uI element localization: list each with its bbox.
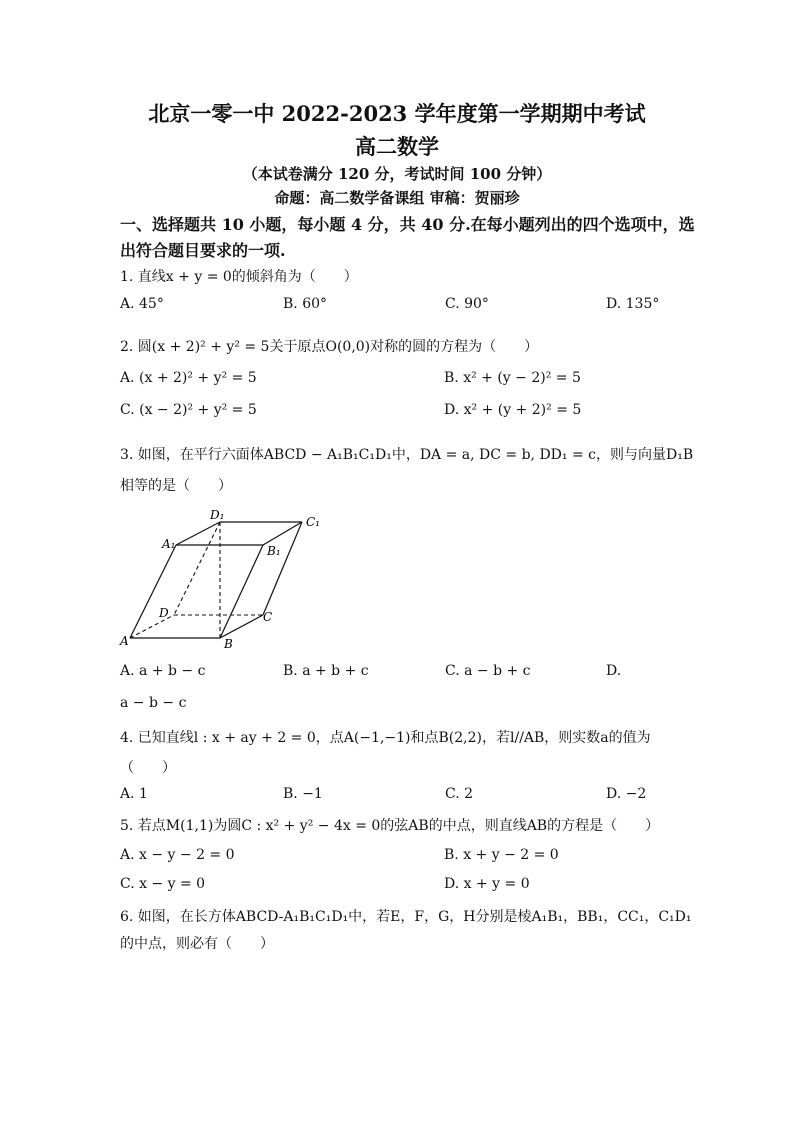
exam-title: 北京一零一中 2022-2023 学年度第一学期期中考试 (148, 101, 646, 126)
q3-option-d: D. (606, 663, 622, 679)
label-b: B (224, 637, 233, 651)
question-4-text-line2: （ ） (120, 760, 176, 776)
label-d1: D₁ (210, 508, 225, 522)
q1-option-b: B. 60° (283, 296, 328, 312)
q3-option-a: A. a + b − c (120, 663, 206, 679)
label-c1: C₁ (306, 515, 320, 529)
subject-title: 高二数学 (355, 134, 439, 159)
q4-option-d: D. −2 (606, 786, 647, 802)
label-a1: A₁ (162, 537, 176, 551)
section-heading-line2: 出符合题目要求的一项. (120, 241, 286, 260)
parallelepiped-figure (110, 505, 340, 655)
q5-option-b: B. x + y − 2 = 0 (444, 847, 559, 863)
question-1-text: 1. 直线x + y = 0的倾斜角为（ ） (120, 269, 358, 285)
label-c: C (263, 610, 273, 624)
q5-option-c: C. x − y = 0 (120, 876, 206, 892)
question-6-text-line1: 6. 如图，在长方体ABCD-A₁B₁C₁D₁中，若E，F，G，H分别是棱A₁B₁，BB₁，CC₁，C₁D₁ (120, 909, 692, 925)
label-b1: B₁ (267, 544, 281, 558)
q1-option-d: D. 135° (606, 296, 660, 312)
q3-option-b: B. a + b + c (283, 663, 369, 679)
question-5-text: 5. 若点M(1,1)为圆C : x² + y² − 4x = 0的弦AB的中点，则直线AB的方程是（ ） (120, 818, 660, 834)
question-3-text-line1: 3. 如图，在平行六面体ABCD − A₁B₁C₁D₁中，DA = a, DC = b, DD₁ = c，则与向量D₁B (120, 447, 694, 463)
label-d: D (159, 606, 169, 620)
exam-info: （本试卷满分 120 分，考试时间 100 分钟） (242, 165, 552, 183)
q5-option-d: D. x + y = 0 (444, 876, 530, 892)
question-4-text-line1: 4. 已知直线l : x + ay + 2 = 0，点A(−1,−1)和点B(2,2)，若l//AB，则实数a的值为 (120, 730, 651, 746)
question-2-text: 2. 圆(x + 2)² + y² = 5关于原点O(0,0)对称的圆的方程为（ ） (120, 339, 539, 355)
q5-option-a: A. x − y − 2 = 0 (120, 847, 235, 863)
q2-option-d: D. x² + (y + 2)² = 5 (444, 402, 582, 418)
q2-option-a: A. (x + 2)² + y² = 5 (120, 370, 257, 386)
q2-option-b: B. x² + (y − 2)² = 5 (444, 370, 581, 386)
q4-option-c: C. 2 (445, 786, 474, 802)
q1-option-c: C. 90° (445, 296, 489, 312)
section-heading-line1: 一、选择题共 10 小题，每小题 4 分，共 40 分.在每小题列出的四个选项中，选 (120, 215, 695, 234)
q4-option-b: B. −1 (283, 786, 323, 802)
q2-option-c: C. (x − 2)² + y² = 5 (120, 402, 257, 418)
label-a: A (120, 634, 129, 648)
question-3-text-line2: 相等的是（ ） (120, 478, 232, 494)
q3-option-c: C. a − b + c (445, 663, 531, 679)
q3-option-d-continued: a − b − c (120, 695, 187, 711)
exam-authors: 命题：高二数学备课组 审稿：贺丽珍 (274, 189, 520, 207)
q4-option-a: A. 1 (120, 786, 148, 802)
q1-option-a: A. 45° (120, 296, 164, 312)
question-6-text-line2: 的中点，则必有（ ） (120, 936, 274, 952)
